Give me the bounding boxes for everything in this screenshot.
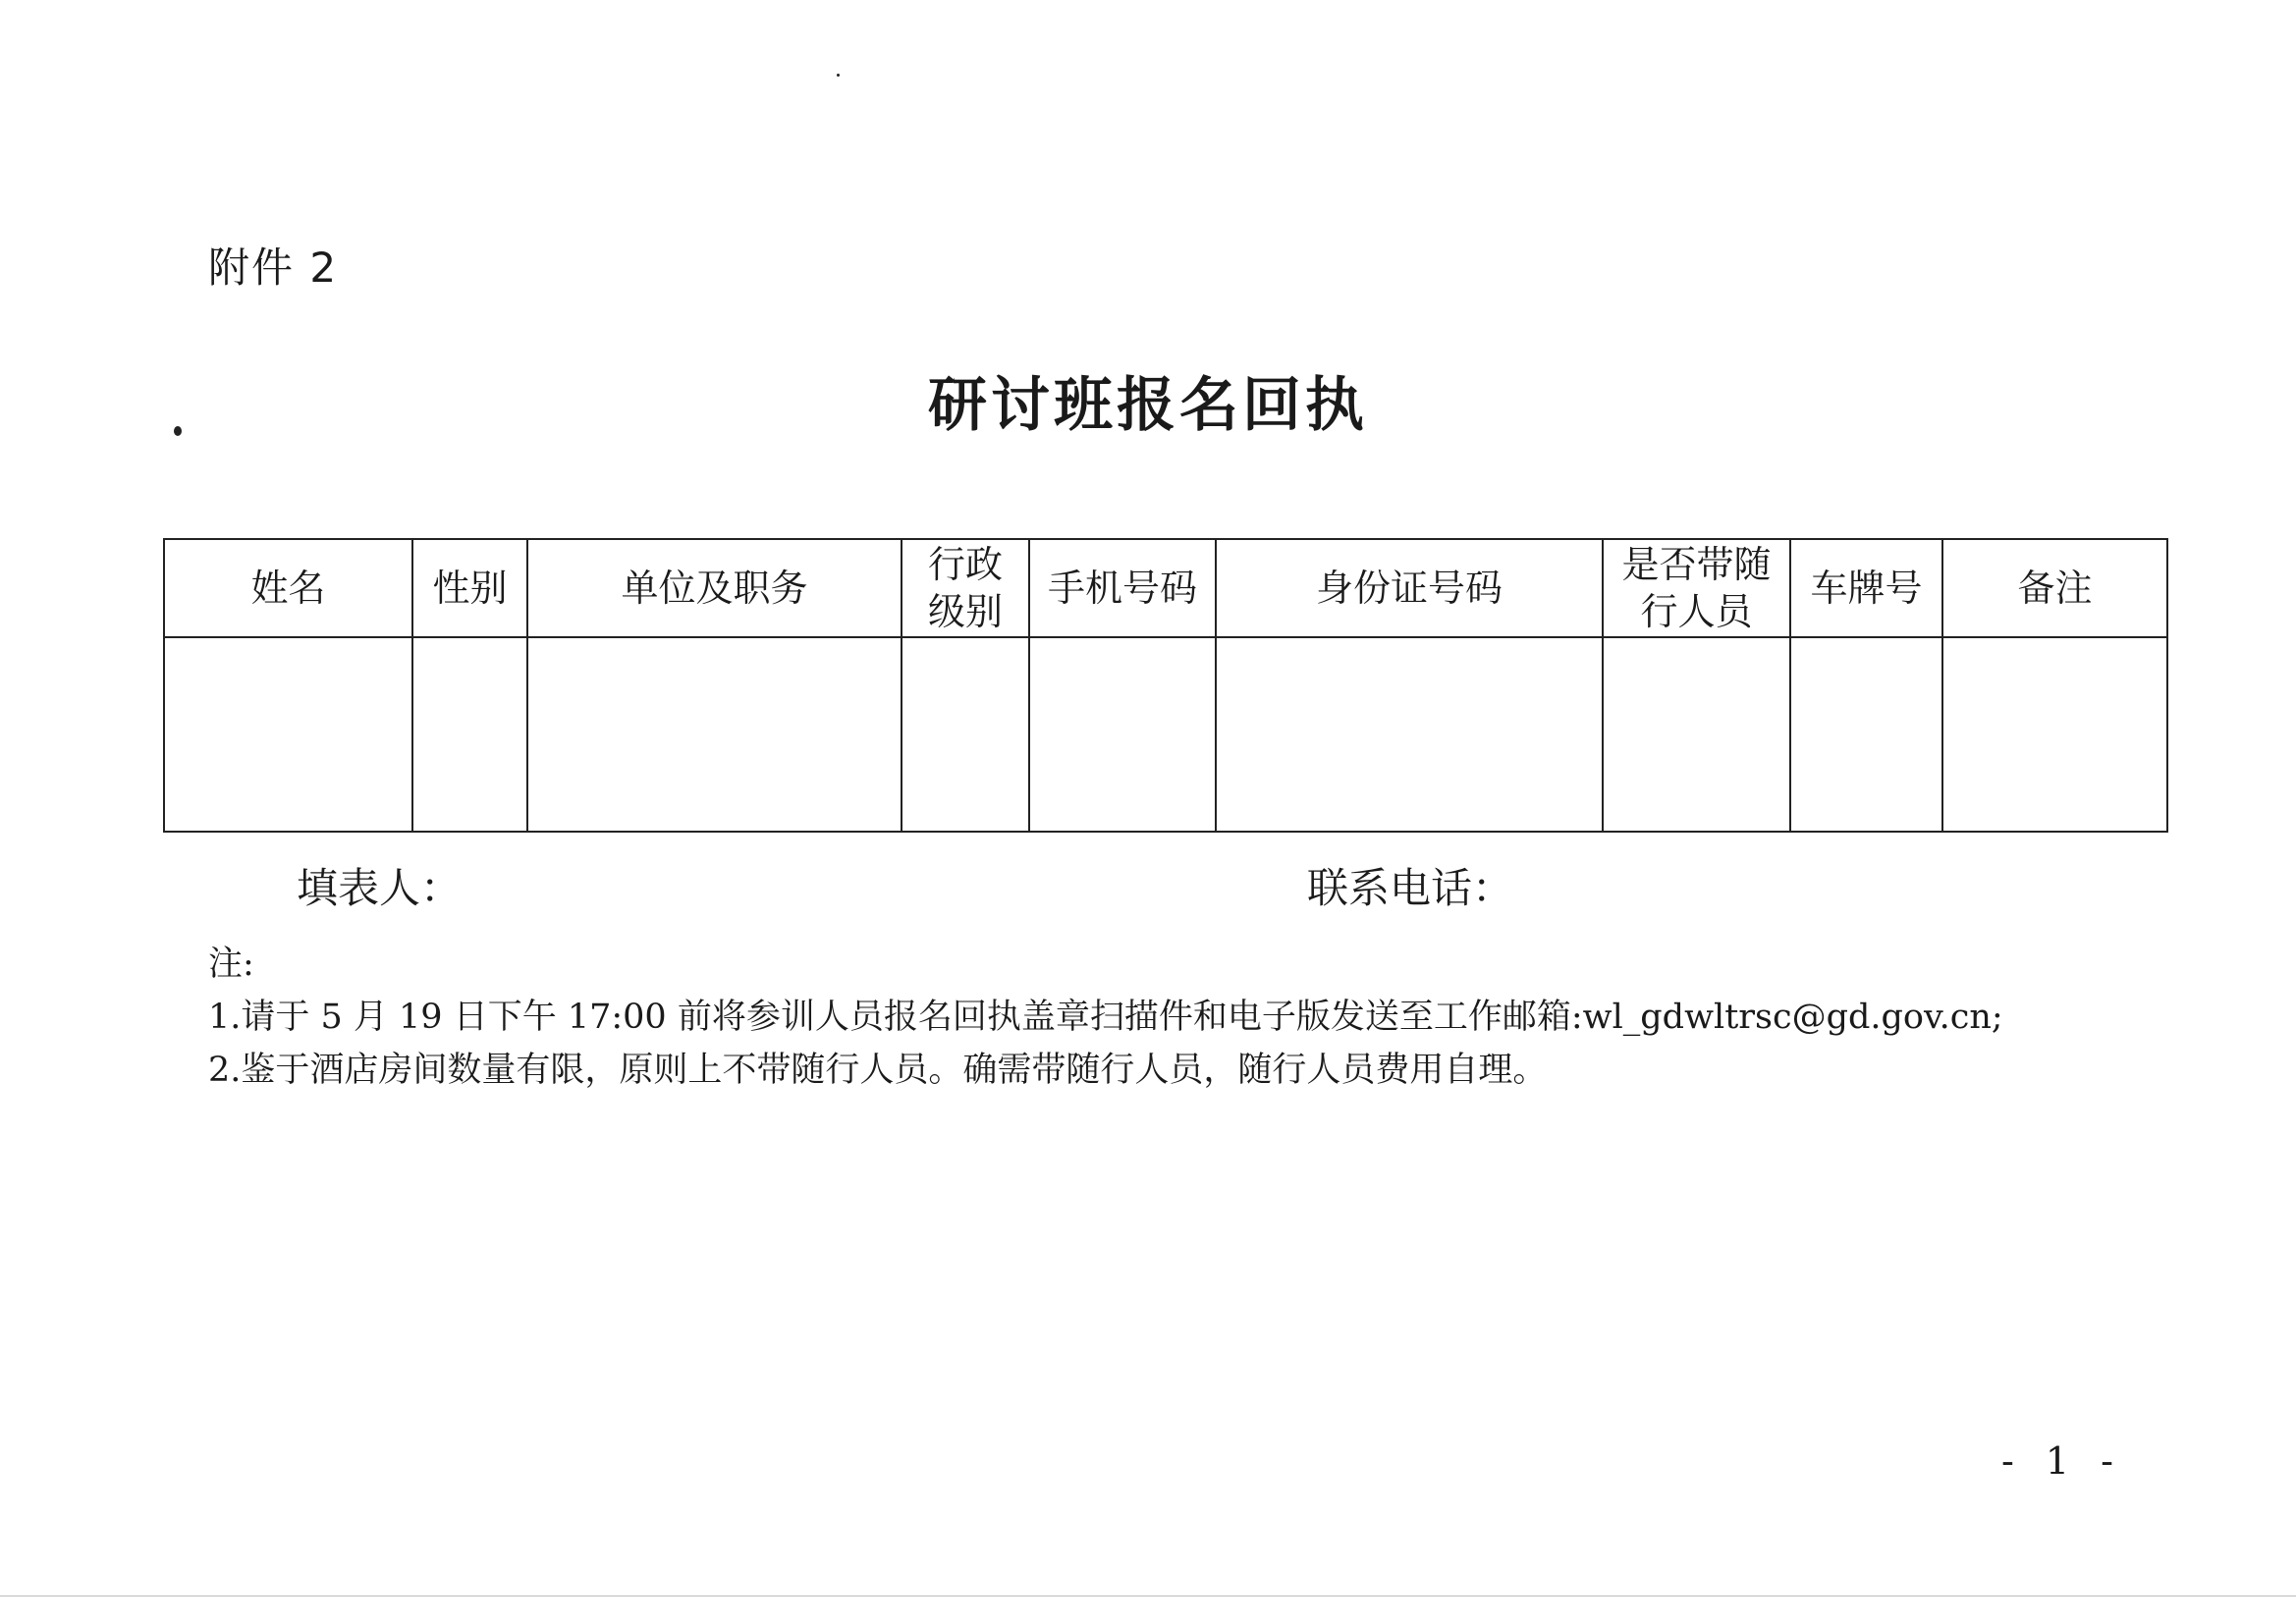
notes-section	[208, 938, 2003, 1097]
cell-companion[interactable]	[1603, 637, 1790, 832]
cell-name[interactable]	[164, 637, 412, 832]
note-item: 1.请于 5 月 19 日下午 17:00 前将参训人员报名回执盖章扫描件和电子版发送至工作邮箱:wl_gdwltrsc@gd.gov.cn;	[208, 998, 2003, 1037]
filler-label: 填表人：	[297, 864, 463, 912]
attachment-label: 附件 2	[208, 243, 339, 292]
col-header-organization-position: 单位及职务	[527, 539, 902, 637]
cell-plate-number[interactable]	[1790, 637, 1942, 832]
cell-id-number[interactable]	[1216, 637, 1603, 832]
notes-heading: 注:	[208, 945, 254, 984]
table-row	[164, 637, 2167, 832]
col-header-plate-number: 车牌号	[1790, 539, 1942, 637]
page-number: - 1 -	[2000, 1439, 2123, 1483]
cell-organization-position[interactable]	[527, 637, 902, 832]
document-title: 研讨班报名回执	[928, 371, 1368, 440]
table-header-row	[164, 539, 2167, 637]
scan-speck	[174, 426, 182, 436]
note-item: 2.鉴于酒店房间数量有限，原则上不带随行人员。确需带随行人员，随行人员费用自理。	[208, 1051, 1548, 1090]
contact-phone-label: 联系电话：	[1307, 864, 1514, 912]
cell-gender[interactable]	[412, 637, 527, 832]
col-header-gender: 性别	[412, 539, 527, 637]
col-header-admin-level: 行政级别	[902, 539, 1029, 637]
col-header-companion: 是否带随行人员	[1603, 539, 1790, 637]
scan-speck	[837, 74, 840, 77]
col-header-name: 姓名	[164, 539, 412, 637]
cell-admin-level[interactable]	[902, 637, 1029, 832]
cell-remarks[interactable]	[1942, 637, 2167, 832]
cell-mobile[interactable]	[1029, 637, 1216, 832]
col-header-mobile: 手机号码	[1029, 539, 1216, 637]
col-header-id-number: 身份证号码	[1216, 539, 1603, 637]
col-header-remarks: 备注	[1942, 539, 2167, 637]
registration-table	[163, 538, 2168, 833]
